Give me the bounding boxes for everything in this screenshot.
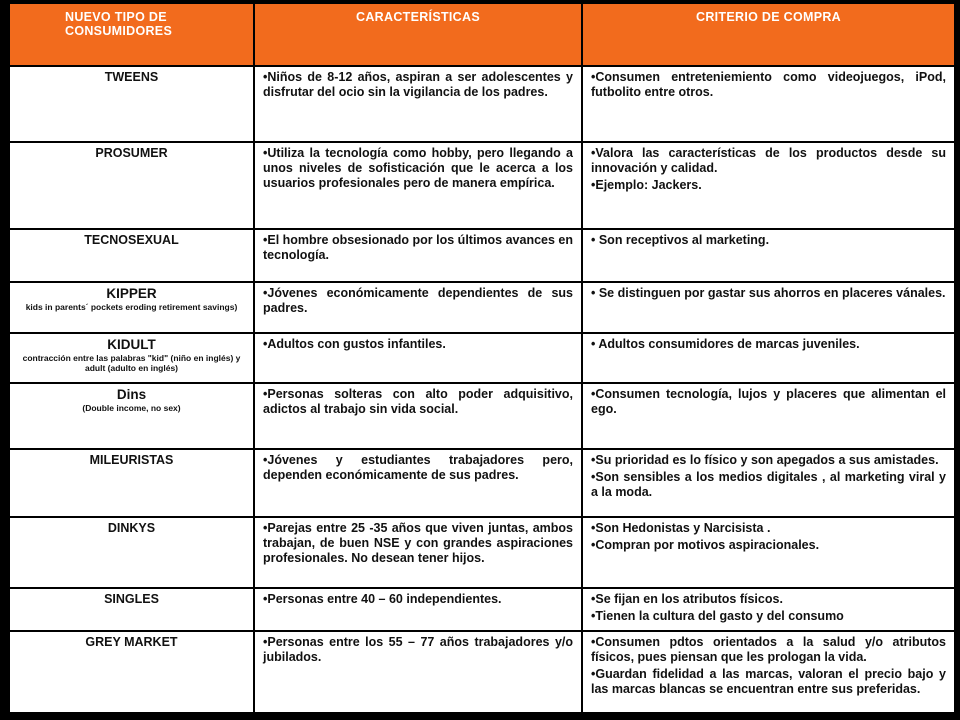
header-row [9,3,955,66]
consumer-type-cell [9,517,254,588]
table-row [9,333,955,383]
characteristic-item: •El hombre obsesionado por los últimos avances en tecnología. [263,233,574,262]
characteristics-cell [254,142,582,229]
characteristic-item: •Jóvenes y estudiantes trabajadores pero, dependen económicamente de sus padres. [263,453,573,482]
criteria-cell [582,229,955,282]
criteria-item: •Consumen pdtos orientados a la salud y/o atributos físicos, pues piensan que les prologan la vida. [591,635,946,664]
criteria-cell [582,142,955,229]
characteristics-cell [254,631,582,713]
criteria-cell [582,383,955,449]
criteria-item: • Son receptivos al marketing. [591,233,770,247]
consumer-type-cell [9,282,254,333]
consumer-type-cell [9,333,254,383]
table-row [9,229,955,282]
characteristic-item: •Personas entre los 55 – 77 años trabajadores y/o jubilados. [263,635,573,664]
criteria-cell [582,449,955,517]
criteria-cell [582,66,955,142]
table-row [9,449,955,517]
header-purchase-criteria: CRITERIO DE COMPRA [582,3,955,66]
consumer-name: DINKYS [107,521,156,535]
characteristics-cell [254,517,582,588]
consumer-name: TWEENS [104,70,159,84]
criteria-item: •Tienen la cultura del gasto y del consumo [591,609,844,623]
characteristics-cell [254,282,582,333]
criteria-item: •Compran por motivos aspiracionales. [591,538,820,552]
criteria-item: •Consumen entreteniemiento como videojuegos, iPod, futbolito entre otros. [591,70,946,99]
consumer-name: MILEURISTAS [89,453,174,467]
table-row [9,517,955,588]
characteristic-item: •Niños de 8-12 años, aspiran a ser adolescentes y disfrutar del ocio sin la vigilancia de los padres. [263,70,573,99]
consumer-types-table [8,2,956,714]
consumer-type-cell [9,229,254,282]
consumer-type-cell [9,66,254,142]
table-row [9,142,955,229]
criteria-item: •Guardan fidelidad a las marcas, valoran el precio bajo y las marcas blancas se encuentran entre sus preferidas. [591,667,946,696]
table-row [9,383,955,449]
characteristic-item: •Jóvenes económicamente dependientes de sus padres. [263,286,573,315]
characteristics-cell [254,588,582,631]
table-row [9,282,955,333]
criteria-item: • Se distinguen por gastar sus ahorros en placeres vánales. [591,286,946,300]
consumer-name: PROSUMER [95,146,168,160]
slide-frame [8,2,954,714]
consumer-type-cell [9,142,254,229]
criteria-item: •Consumen tecnología, lujos y placeres que alimentan el ego. [591,387,946,416]
characteristics-cell [254,333,582,383]
characteristics-cell [254,66,582,142]
table-row [9,631,955,713]
consumer-name: KIDULT [107,337,156,352]
characteristics-cell [254,449,582,517]
criteria-item: •Su prioridad es lo físico y son apegados a sus amistades. [591,453,939,467]
consumer-type-cell [9,383,254,449]
consumer-name: KIPPER [106,286,157,301]
header-characteristics: CARACTERÍSTICAS [254,3,582,66]
table-row [9,588,955,631]
characteristics-cell [254,229,582,282]
table-row [9,66,955,142]
criteria-item: • Adultos consumidores de marcas juveniles. [591,337,860,351]
criteria-cell [582,517,955,588]
consumer-type-cell [9,588,254,631]
consumer-name: Dins [116,387,147,402]
criteria-item: •Ejemplo: Jackers. [591,178,702,192]
criteria-cell [582,588,955,631]
characteristics-cell [254,383,582,449]
criteria-cell [582,282,955,333]
header-consumer-type: NUEVO TIPO DE CONSUMIDORES [9,3,254,66]
characteristic-item: •Parejas entre 25 -35 años que viven juntas, ambos trabajan, de buen NSE y con grandes aspiraciones profesionales. No desean tener hijos. [263,521,573,565]
consumer-type-cell [9,631,254,713]
criteria-item: •Son sensibles a los medios digitales , al marketing viral y a la moda. [591,470,946,499]
characteristic-item: •Personas entre 40 – 60 independientes. [263,592,502,606]
consumer-subtitle: kids in parents´ pockets eroding retirement savings) [25,302,238,312]
criteria-cell [582,333,955,383]
consumer-subtitle: (Double income, no sex) [82,403,181,413]
characteristic-item: •Personas solteras con alto poder adquisitivo, adictos al trabajo sin vida social. [263,387,573,416]
consumer-type-cell [9,449,254,517]
characteristic-item: •Utiliza la tecnología como hobby, pero llegando a unos niveles de sofisticación que le acerca a los usuarios profesionales pero de manera empírica. [263,146,573,190]
criteria-cell [582,631,955,713]
criteria-item: •Son Hedonistas y Narcisista . [591,521,771,535]
consumer-name: GREY MARKET [85,635,178,649]
consumer-name: TECNOSEXUAL [84,233,179,247]
consumer-name: SINGLES [104,592,159,606]
characteristic-item: •Adultos con gustos infantiles. [263,337,446,351]
consumer-subtitle: contracción entre las palabras "kid" (niño en inglés) y adult (adulto en inglés) [22,353,241,373]
criteria-item: •Valora las características de los productos desde su innovación y calidad. [591,146,946,175]
criteria-item: •Se fijan en los atributos físicos. [591,592,783,606]
